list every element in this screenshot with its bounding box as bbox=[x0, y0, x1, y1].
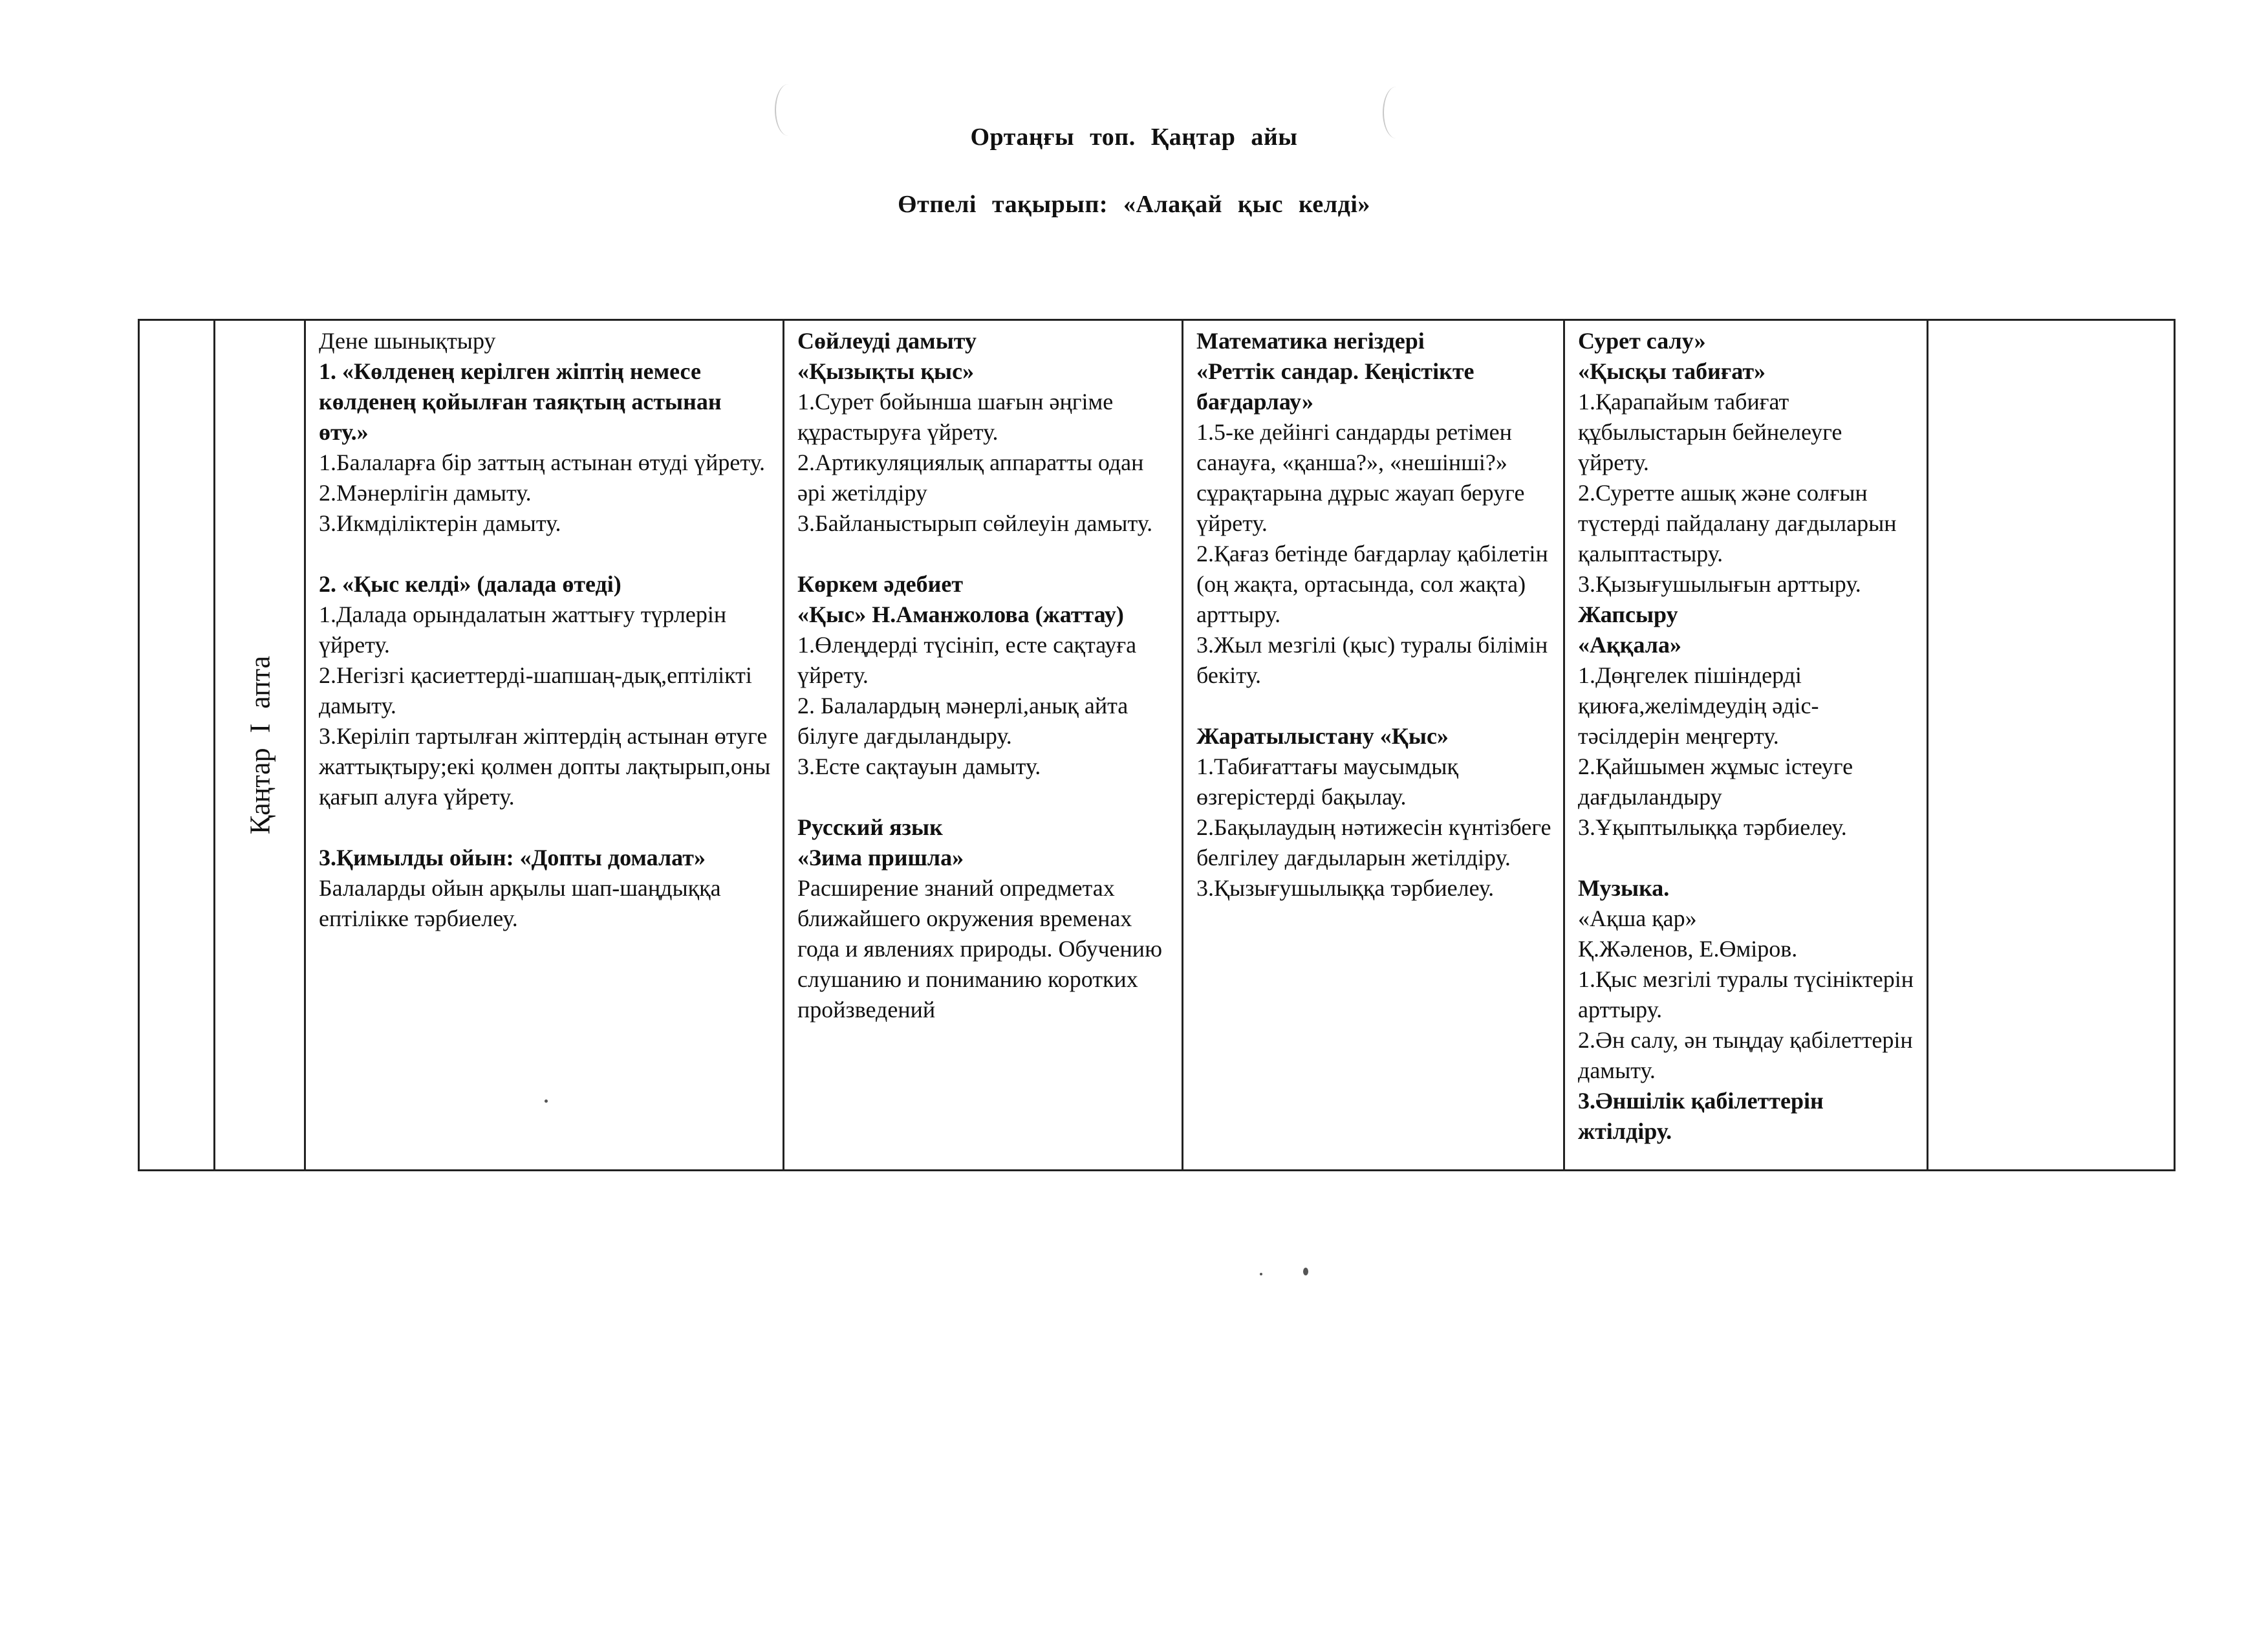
cell-line: «Қызықты қыс» bbox=[797, 358, 975, 384]
cell-line: «Аққала» bbox=[1578, 632, 1681, 658]
cell-line: 1.Өлеңдерді түсініп, есте сақтауға үйрету. bbox=[797, 632, 1137, 688]
page-subtitle: Өтпелі тақырып: «Алақай қыс келді» bbox=[898, 191, 1370, 218]
cell-line: 3.Керіліп тартылған жіптердің астынан өтуге жаттықтыру;екі қолмен допты лақтырып,оны қағып алуға үйрету. bbox=[319, 723, 771, 810]
cell-line bbox=[319, 812, 773, 843]
cell-line: Музыка. bbox=[1578, 875, 1670, 901]
week-cell bbox=[215, 320, 305, 1171]
weekly-plan-table bbox=[138, 319, 2176, 1171]
scan-speck bbox=[1303, 1268, 1308, 1275]
cell-line: 3.Байланыстырып сөйлеуін дамыту. bbox=[797, 510, 1153, 536]
cell-line: 1.Қарапайым табиғат құбылыстарын бейнелеуге үйрету. bbox=[1578, 389, 1842, 475]
cell-line: 3.Есте сақтауын дамыту. bbox=[797, 753, 1041, 779]
cell-line: «Реттік сандар. Кеңістікте бағдарлау» bbox=[1196, 358, 1474, 415]
cell-line: «Зима пришла» bbox=[797, 845, 964, 871]
cell-line: 1.5-ке дейінгі сандарды ретімен санауға, «қанша?», «нешінші?» сұрақтарына дұрыс жауап беруге үйрету. bbox=[1196, 419, 1525, 536]
cell-line: «Қыс» Н.Аманжолова (жаттау) bbox=[797, 601, 1124, 627]
cell-line: 2. Балалардың мәнерлі,анық айта білуге дағдыландыру. bbox=[797, 693, 1129, 749]
cell-line: 2.Артикуляциялық аппаратты одан әрі жетілдіру bbox=[797, 449, 1144, 506]
cell-line: Русский язык bbox=[797, 814, 943, 840]
cell-line: 1.Балаларға бір заттың астынан өтуді үйрету. bbox=[319, 449, 766, 475]
cell-line: 3.Икмділіктерін дамыту. bbox=[319, 510, 561, 536]
cell-line: 1.Дөңгелек пішіндерді қиюға,желімдеудің әдіс-тәсілдерін меңгерту. bbox=[1578, 662, 1819, 749]
cell-line: Сөйлеуді дамыту bbox=[797, 328, 977, 354]
cell-line bbox=[1196, 691, 1554, 721]
cell-line bbox=[319, 539, 773, 569]
cell-line: Расширение знаний опредметах ближайшего окружения временах года и явлениях природы. Обучению слушанию и пониманию коротких пройзведений bbox=[797, 875, 1162, 1023]
cell-line: 2.Ән салу, ән тыңдау қабілеттерін дамыту. bbox=[1578, 1027, 1913, 1083]
cell-content-col1 bbox=[306, 321, 783, 938]
cell-line: 2.Негізгі қасиеттерді-шапшаң-дық,ептілікті дамыту. bbox=[319, 662, 752, 719]
cell-line: 2. «Қыс келді» (далада өтеді) bbox=[319, 571, 621, 597]
cell-line: Балаларды ойын арқылы шап-шаңдыққа ептілікке тәрбиелеу. bbox=[319, 875, 721, 931]
cell-line: 1.Сурет бойынша шағын әңгіме құрастыруға үйрету. bbox=[797, 389, 1114, 445]
cell-line: 1.Далада орындалатын жаттығу түрлерін үйрету. bbox=[319, 601, 727, 658]
cell-line: Жапсыру bbox=[1578, 601, 1678, 627]
cell-line bbox=[1578, 843, 1917, 873]
empty-cell-left bbox=[139, 320, 215, 1171]
cell-line: 2.Қағаз бетінде бағдарлау қабілетін (оң жақта, ортасында, сол жақта) арттыру. bbox=[1196, 541, 1548, 627]
cell-line: 3.Қызығушылыққа тәрбиелеу. bbox=[1196, 875, 1495, 901]
scan-speck bbox=[1260, 1273, 1262, 1275]
table-row bbox=[139, 320, 2175, 1171]
scan-speck bbox=[545, 1099, 548, 1103]
cell-mathematics bbox=[1183, 320, 1564, 1171]
cell-line: 3.Ұқыптылыққа тәрбиелеу. bbox=[1578, 814, 1847, 840]
cell-line: 3.Қызығушылығын арттыру. bbox=[1578, 571, 1861, 597]
cell-line bbox=[797, 539, 1172, 569]
cell-line: 2.Мәнерлігін дамыту. bbox=[319, 480, 532, 506]
empty-cell-right bbox=[1928, 320, 2175, 1171]
cell-line: 1. «Көлденең керілген жіптің немесе көлденең қойылған таяқтың астынан өту.» bbox=[319, 358, 722, 445]
cell-line: 2.Суретте ашық және солғын түстерді пайдалану дағдыларын қалыптастыру. bbox=[1578, 480, 1897, 567]
cell-content-col2 bbox=[784, 321, 1182, 1029]
cell-line: 1.Табиғаттағы маусымдық өзгерістерді бақылау. bbox=[1196, 753, 1458, 810]
page-title: Ортаңғы топ. Қаңтар айы bbox=[970, 124, 1298, 151]
cell-drawing bbox=[1564, 320, 1928, 1171]
cell-line: 3.Қимылды ойын: «Допты домалат» bbox=[319, 845, 706, 871]
cell-line: Көркем әдебиет bbox=[797, 571, 964, 597]
cell-content-col4 bbox=[1565, 321, 1927, 1151]
cell-line: Дене шынықтыру bbox=[319, 328, 496, 354]
cell-line: 2.Қайшымен жұмыс істеуге дағдыландыру bbox=[1578, 753, 1853, 810]
cell-line bbox=[797, 782, 1172, 812]
cell-line: Қ.Жәленов, Е.Өміров. bbox=[1578, 936, 1798, 962]
cell-line: 3.Әншілік қабілеттерін жтілдіру. bbox=[1578, 1088, 1824, 1144]
cell-line: «Қысқы табиғат» bbox=[1578, 358, 1766, 384]
cell-content-col3 bbox=[1183, 321, 1563, 907]
week-label: Қаңтар I апта bbox=[244, 655, 275, 835]
cell-line: 1.Қыс мезгілі туралы түсініктерін арттыру. bbox=[1578, 966, 1914, 1023]
cell-line: 3.Жыл мезгілі (қыс) туралы білімін бекіту. bbox=[1196, 632, 1548, 688]
cell-line: Сурет салу» bbox=[1578, 328, 1706, 354]
cell-line: «Ақша қар» bbox=[1578, 905, 1697, 931]
cell-line: Математика негіздері bbox=[1196, 328, 1425, 354]
cell-line: 2.Бақылаудың нәтижесін күнтізбеге белгілеу дағдыларын жетілдіру. bbox=[1196, 814, 1551, 871]
cell-line: Жаратылыстану «Қыс» bbox=[1196, 723, 1449, 749]
cell-speech-development bbox=[784, 320, 1183, 1171]
cell-physical-education bbox=[305, 320, 784, 1171]
